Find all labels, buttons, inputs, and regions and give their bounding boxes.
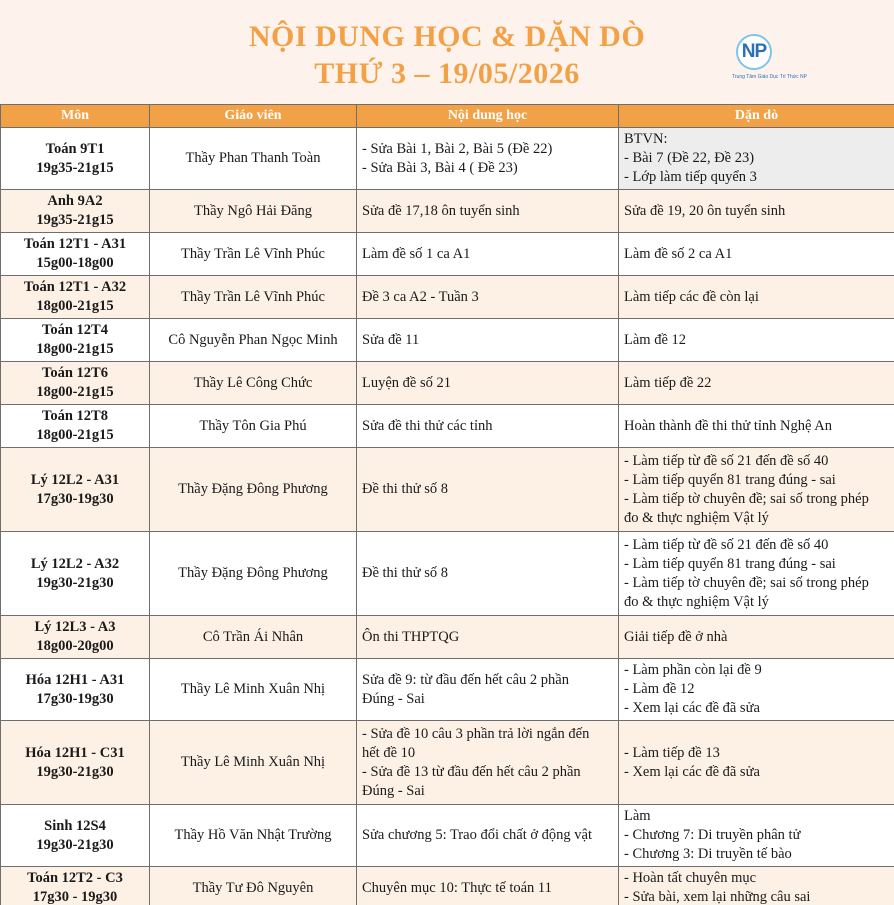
subject-cell xyxy=(1,233,150,276)
table-row xyxy=(1,616,894,659)
subject-line: Anh 9A2 xyxy=(47,193,103,209)
teacher-cell: Thầy Tư Đô Nguyên xyxy=(150,867,357,905)
homework-line: - Làm phần còn lại đề 9 xyxy=(624,662,762,678)
subject-cell xyxy=(1,616,150,659)
homework-cell xyxy=(619,448,894,532)
homework-line: - Bài 7 (Đề 22, Đề 23) xyxy=(624,150,755,166)
logo-caption: Trung Tâm Giáo Dục Trí Thức NP xyxy=(732,74,807,80)
subject-line: 19g30-21g30 xyxy=(36,836,114,853)
homework-cell xyxy=(619,190,894,233)
content-cell xyxy=(357,805,619,867)
subject-cell xyxy=(1,532,150,616)
subject-cell xyxy=(1,405,150,448)
homework-line: - Làm tiếp tờ chuyên đề; sai số trong phép xyxy=(624,490,869,507)
homework-line: - Xem lại các đề đã sửa xyxy=(624,700,760,716)
subject-line: Toán 12T6 xyxy=(42,365,108,381)
subject-line: Sinh 12S4 xyxy=(44,817,106,834)
subject-cell xyxy=(1,276,150,319)
subject-line: Toán 12T2 - C3 xyxy=(27,870,123,886)
homework-line: đo & thực nghiệm Vật lý xyxy=(624,593,769,610)
subject-line: 19g30-21g30 xyxy=(36,763,114,780)
teacher-cell: Thầy Phan Thanh Toàn xyxy=(150,128,357,190)
subject-line: Lý 12L2 - A32 xyxy=(30,555,120,572)
homework-cell xyxy=(619,867,894,905)
homework-line: - Làm tiếp quyển 81 trang đúng - sai xyxy=(624,471,836,488)
homework-line: - Chương 7: Di truyền phân tử xyxy=(624,827,801,843)
content-line: - Sửa đề 10 câu 3 phần trả lời ngắn đến xyxy=(362,725,590,742)
homework-cell xyxy=(619,405,894,448)
subject-line: 17g30-19g30 xyxy=(36,490,114,507)
subject-cell xyxy=(1,867,150,905)
subject-line: 19g35-21g15 xyxy=(36,159,114,176)
subject-line: Toán 12T1 - A32 xyxy=(23,279,127,295)
subject-line: Toán 12T1 - A31 xyxy=(23,236,127,252)
table-row xyxy=(1,532,894,616)
content-cell xyxy=(357,233,619,276)
homework-line: - Làm tiếp quyển 81 trang đúng - sai xyxy=(624,555,836,572)
homework-line: - Xem lại các đề đã sửa xyxy=(624,763,760,780)
homework-line: đo & thực nghiệm Vật lý xyxy=(624,509,769,526)
teacher-cell: Cô Nguyễn Phan Ngọc Minh xyxy=(150,319,357,362)
content-line: hết đề 10 xyxy=(362,744,416,761)
homework-line: Làm xyxy=(624,808,651,824)
homework-line: - Hoàn tất chuyên mục xyxy=(624,870,757,886)
content-cell xyxy=(357,190,619,233)
subject-line: 18g00-21g15 xyxy=(36,341,114,357)
table-row xyxy=(1,659,894,721)
homework-line: - Chương 3: Di truyền tế bào xyxy=(624,846,792,862)
teacher-cell: Cô Trần Ái Nhân xyxy=(150,616,357,659)
content-line: Đúng - Sai xyxy=(362,782,425,799)
table-row xyxy=(1,405,894,448)
subject-cell xyxy=(1,448,150,532)
table-row xyxy=(1,233,894,276)
homework-cell xyxy=(619,362,894,405)
subject-line: Toán 9T1 xyxy=(45,140,105,157)
content-line: Đề 3 ca A2 - Tuần 3 xyxy=(362,288,479,305)
page-date: THỨ 3 – 19/05/2026 xyxy=(314,57,580,90)
content-cell xyxy=(357,276,619,319)
table-row xyxy=(1,805,894,867)
homework-cell xyxy=(619,532,894,616)
content-line: Sửa đề 17,18 ôn tuyển sinh xyxy=(362,202,520,219)
content-cell xyxy=(357,721,619,805)
homework-line: BTVN: xyxy=(624,131,668,147)
homework-cell xyxy=(619,659,894,721)
homework-line: Làm tiếp đề 22 xyxy=(624,374,712,391)
table-row xyxy=(1,362,894,405)
content-line: Luyện đề số 21 xyxy=(362,374,451,391)
homework-cell xyxy=(619,721,894,805)
table-row xyxy=(1,128,894,190)
table-row xyxy=(1,190,894,233)
subject-cell xyxy=(1,362,150,405)
subject-line: Hóa 12H1 - C31 xyxy=(25,744,125,761)
subject-line: 19g35-21g15 xyxy=(36,212,114,228)
homework-line: Làm tiếp các đề còn lại xyxy=(624,288,759,305)
teacher-cell: Thầy Trần Lê Vĩnh Phúc xyxy=(150,233,357,276)
subject-line: Lý 12L3 - A3 xyxy=(34,619,116,635)
column-header-subject: Môn xyxy=(1,105,150,128)
teacher-cell: Thầy Trần Lê Vĩnh Phúc xyxy=(150,276,357,319)
subject-line: 18g00-21g15 xyxy=(36,427,114,443)
content-cell xyxy=(357,448,619,532)
homework-line: Giải tiếp đề ở nhà xyxy=(624,628,728,645)
content-cell xyxy=(357,128,619,190)
homework-cell xyxy=(619,616,894,659)
teacher-cell: Thầy Hồ Văn Nhật Trường xyxy=(150,805,357,867)
teacher-cell: Thầy Lê Minh Xuân Nhị xyxy=(150,659,357,721)
content-line: - Sửa Bài 3, Bài 4 ( Đề 23) xyxy=(362,159,518,176)
content-cell xyxy=(357,405,619,448)
table-header-row xyxy=(1,105,894,128)
teacher-cell: Thầy Đặng Đông Phương xyxy=(150,448,357,532)
content-line: Đề thi thử số 8 xyxy=(362,481,448,497)
subject-line: 18g00-21g15 xyxy=(36,298,114,314)
subject-line: 18g00-21g15 xyxy=(36,384,114,400)
content-line: Sửa đề 11 xyxy=(362,331,420,348)
table-row xyxy=(1,319,894,362)
content-line: Ôn thi THPTQG xyxy=(362,628,460,645)
homework-cell xyxy=(619,276,894,319)
content-line: Làm đề số 1 ca A1 xyxy=(362,245,471,262)
homework-line: - Làm tiếp từ đề số 21 đến đề số 40 xyxy=(624,536,829,553)
subject-line: 17g30 - 19g30 xyxy=(32,889,118,905)
np-logo-icon: NP xyxy=(736,34,772,70)
homework-cell xyxy=(619,233,894,276)
page-header xyxy=(0,0,894,104)
content-cell xyxy=(357,616,619,659)
content-line: - Sửa Bài 1, Bài 2, Bài 5 (Đề 22) xyxy=(362,140,553,157)
content-line: - Sửa đề 13 từ đầu đến hết câu 2 phần xyxy=(362,763,581,780)
homework-line: - Làm tiếp đề 13 xyxy=(624,744,720,761)
subject-cell xyxy=(1,721,150,805)
subject-cell xyxy=(1,128,150,190)
subject-line: Toán 12T8 xyxy=(42,408,108,424)
content-line: Sửa chương 5: Trao đổi chất ở động vật xyxy=(362,827,593,843)
subject-line: Hóa 12H1 - A31 xyxy=(25,671,125,688)
homework-line: Hoàn thành đề thi thử tỉnh Nghệ An xyxy=(624,417,833,434)
teacher-cell: Thầy Đặng Đông Phương xyxy=(150,532,357,616)
column-header-teacher: Giáo viên xyxy=(150,105,357,128)
subject-line: 17g30-19g30 xyxy=(36,690,114,707)
subject-line: Lý 12L2 - A31 xyxy=(30,471,120,488)
teacher-cell: Thầy Ngô Hải Đăng xyxy=(150,190,357,233)
column-header-homework: Dặn dò xyxy=(619,105,894,128)
content-line: Đề thi thử số 8 xyxy=(362,565,448,581)
subject-line: Toán 12T4 xyxy=(42,322,108,338)
table-row xyxy=(1,448,894,532)
content-line: Sửa đề thi thử các tỉnh xyxy=(362,417,493,434)
content-line: Chuyên mục 10: Thực tế toán 11 xyxy=(362,879,552,896)
homework-cell xyxy=(619,319,894,362)
homework-line: Làm đề số 2 ca A1 xyxy=(624,245,733,262)
homework-line: - Làm đề 12 xyxy=(624,681,695,697)
subject-cell xyxy=(1,805,150,867)
homework-line: - Làm tiếp từ đề số 21 đến đề số 40 xyxy=(624,452,829,469)
teacher-cell: Thầy Lê Minh Xuân Nhị xyxy=(150,721,357,805)
homework-cell xyxy=(619,128,894,190)
column-header-content: Nội dung học xyxy=(357,105,619,128)
subject-line: 19g30-21g30 xyxy=(36,574,114,591)
subject-cell xyxy=(1,319,150,362)
subject-cell xyxy=(1,190,150,233)
content-line: Đúng - Sai xyxy=(362,690,425,707)
content-cell xyxy=(357,867,619,905)
schedule-table xyxy=(0,104,894,905)
homework-line: - Làm tiếp tờ chuyên đề; sai số trong phép xyxy=(624,574,869,591)
subject-line: 18g00-20g00 xyxy=(36,638,114,654)
homework-line: Làm đề 12 xyxy=(624,331,687,348)
homework-line: - Sửa bài, xem lại những câu sai xyxy=(624,889,811,905)
content-line: Sửa đề 9: từ đầu đến hết câu 2 phần xyxy=(362,671,569,688)
subject-cell xyxy=(1,659,150,721)
center-logo xyxy=(732,34,807,90)
teacher-cell: Thầy Lê Công Chức xyxy=(150,362,357,405)
table-row xyxy=(1,721,894,805)
table-row xyxy=(1,276,894,319)
content-cell xyxy=(357,362,619,405)
homework-cell xyxy=(619,805,894,867)
content-cell xyxy=(357,659,619,721)
subject-line: 15g00-18g00 xyxy=(36,255,114,271)
content-cell xyxy=(357,319,619,362)
teacher-cell: Thầy Tôn Gia Phú xyxy=(150,405,357,448)
homework-line: - Lớp làm tiếp quyển 3 xyxy=(624,169,757,185)
table-row xyxy=(1,867,894,905)
page-title: NỘI DUNG HỌC & DẶN DÒ xyxy=(248,20,646,53)
homework-line: Sửa đề 19, 20 ôn tuyển sinh xyxy=(624,202,786,219)
content-cell xyxy=(357,532,619,616)
